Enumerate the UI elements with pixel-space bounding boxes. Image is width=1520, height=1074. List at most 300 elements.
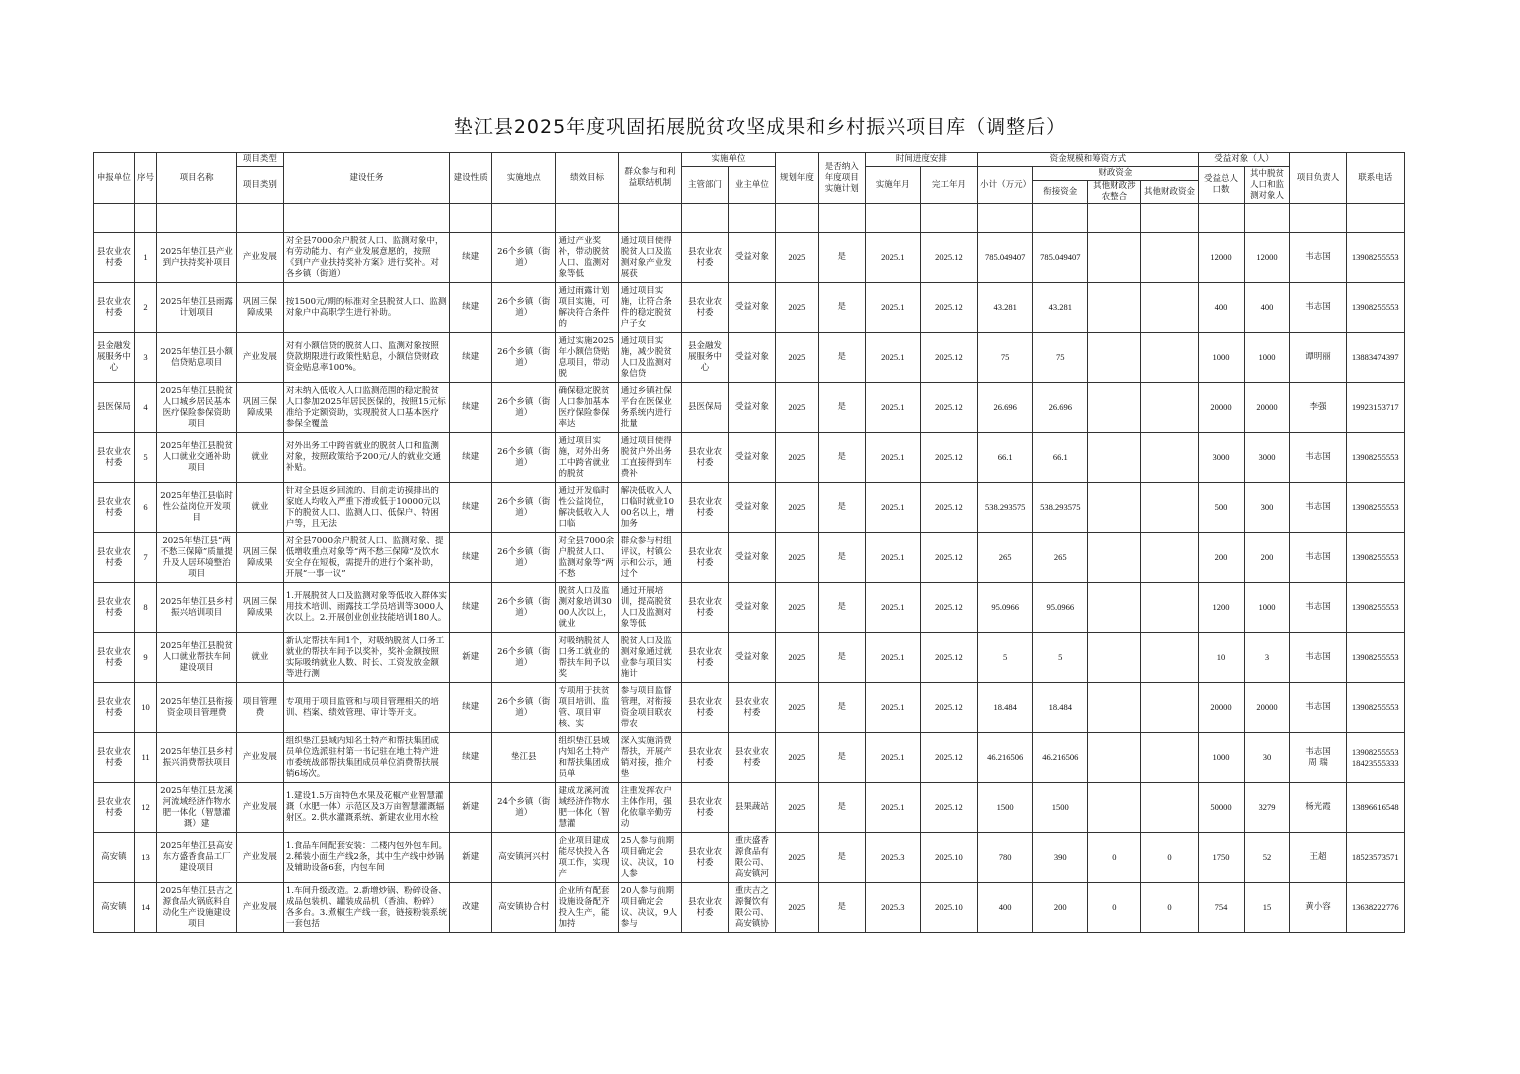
cell-name-text: 2025年垫江县产业到户扶持奖补项目 — [160, 246, 233, 268]
cell-poor-pop — [1244, 883, 1290, 933]
cell-poor-pop-text: 1000 — [1258, 602, 1276, 612]
cell-mechanism-text: 25人参与前期项目确定会议、决议，10人参 — [620, 835, 675, 879]
header-task: 建设任务 — [283, 153, 449, 204]
cell-leader-text: 韦志国 — [1305, 602, 1331, 612]
cell-task-text: 对全县7000余户脱贫人口、监测对象、提低增收重点对象等“两不愁三保障”及饮水安全存在短板，需提升的进行个案补助，开展“一事一议” — [285, 535, 444, 579]
cell-type — [236, 433, 283, 483]
blank-row — [94, 204, 1405, 233]
cell-included — [818, 333, 865, 383]
cell-start — [865, 433, 920, 483]
cell-seq — [134, 233, 156, 283]
cell-phone-text: 13883474397 — [1351, 352, 1399, 362]
cell-mechanism — [618, 783, 681, 833]
cell-task-text: 对未纳入低收入人口监测范围的稳定脱贫人口参加2025年居民医保的，按照15元标准给予定额资助，实现脱贫人口基本医疗参保全覆盖 — [285, 385, 446, 429]
cell-nature-text: 续建 — [462, 602, 480, 612]
cell-year-text: 2025 — [788, 852, 806, 862]
cell-phone-text: 13638222776 — [1351, 902, 1399, 912]
cell-start — [865, 233, 920, 283]
cell-poor-pop-text: 15 — [1262, 902, 1272, 912]
cell-type — [236, 733, 283, 783]
cell-type — [236, 583, 283, 633]
cell-location-text: 高安镇协合村 — [498, 902, 550, 912]
header-type: 项目类别 — [236, 167, 283, 204]
cell-goal — [556, 633, 618, 683]
cell-task-text: 1.车间升级改造。2.新增炒锅、粉碎设备、成品包装机、罐装成品机（香油、粉碎）各多台。3.煮椒生产线一套，链接粉装系统一套包括 — [285, 885, 447, 929]
cell-type-text: 就业 — [251, 502, 269, 512]
cell-included — [818, 283, 865, 333]
cell-included — [818, 383, 865, 433]
cell-mechanism-text: 通过开展培训，提高脱贫人口及监测对象等低 — [620, 585, 672, 629]
cell-start-text: 2025.1 — [881, 352, 905, 362]
header-fiscal-group: 财政资金 — [1033, 167, 1198, 181]
cell-goal — [556, 733, 618, 783]
header-owner: 业主单位 — [728, 167, 775, 204]
cell-year-text: 2025 — [788, 502, 806, 512]
cell-dept-text: 县农业农村委 — [687, 246, 722, 268]
cell-end-text: 2025.12 — [935, 352, 963, 362]
cell-total-pop-text: 20000 — [1210, 702, 1232, 712]
cell-phone-text: 19923153717 — [1351, 402, 1399, 412]
cell-other-integrated-text: 0 — [1112, 902, 1117, 912]
cell-type-text: 巩固三保障成果 — [242, 596, 277, 618]
cell-year — [775, 283, 818, 333]
cell-name-text: 2025年垫江县乡村振兴培训项目 — [160, 596, 233, 618]
cell-other-integrated — [1088, 683, 1141, 733]
cell-nature-text: 续建 — [462, 252, 480, 262]
header-goal: 绩效目标 — [556, 153, 618, 204]
cell-seq-text: 9 — [143, 652, 148, 662]
cell-location-text: 26个乡镇（街道） — [497, 696, 551, 718]
cell-name — [157, 233, 237, 283]
cell-owner — [728, 683, 775, 733]
cell-link-fund — [1033, 783, 1088, 833]
cell-phone-text: 13908255553 — [1351, 252, 1399, 262]
cell-other-fiscal-text: 0 — [1167, 852, 1172, 862]
cell-year-text: 2025 — [788, 302, 806, 312]
cell-dept — [682, 433, 729, 483]
cell-name-text: 2025年垫江县龙溪河流域经济作物水肥一体化（智慧灌溉）建 — [160, 785, 233, 829]
cell-task-text: 对外出务工中跨省就业的脱贫人口和监测对象，按照政策给予200元/人的就业交通补贴。 — [285, 441, 441, 473]
cell-included-text: 是 — [837, 802, 847, 812]
cell-task — [283, 683, 449, 733]
cell-subtotal-text: 75 — [1000, 352, 1010, 362]
cell-other-fiscal — [1141, 233, 1198, 283]
header-name: 项目名称 — [157, 153, 237, 204]
cell-mechanism — [618, 233, 681, 283]
cell-leader — [1290, 833, 1346, 883]
cell-other-integrated — [1088, 333, 1141, 383]
cell-nature — [450, 733, 492, 783]
cell-link-fund-text: 265 — [1053, 552, 1067, 562]
cell-task — [283, 533, 449, 583]
cell-included — [818, 833, 865, 883]
cell-end — [920, 533, 977, 583]
cell-start-text: 2025.1 — [881, 502, 905, 512]
cell-task-text: 专项用于项目监管和与项目管理相关的培训、档案、绩效管理、审计等开支。 — [285, 696, 439, 718]
cell-mechanism-text: 通过项目实施，减少脱贫人口及监测对象信贷 — [620, 335, 672, 379]
cell-mechanism-text: 20人参与前期项目确定会议、决议，9人参与 — [620, 885, 678, 929]
header-dept: 主管部门 — [682, 167, 729, 204]
cell-unit-text: 县农业农村委 — [96, 496, 131, 518]
cell-seq-text: 1 — [143, 252, 148, 262]
cell-type — [236, 633, 283, 683]
cell-goal-text: 建成龙溪河流域经济作物水肥一体化（智慧灌 — [558, 785, 610, 829]
cell-type — [236, 883, 283, 933]
cell-leader-text: 韦志国 — [1305, 252, 1331, 262]
cell-year-text: 2025 — [788, 402, 806, 412]
cell-owner-text: 受益对象 — [734, 402, 769, 412]
cell-owner — [728, 283, 775, 333]
cell-task-text: 组织垫江县域内知名土特产和帮扶集团成员单位选派驻村第一书记驻在地土特产进市委统战部帮扶集团成员单位消费帮扶展销6场次。 — [285, 735, 439, 779]
cell-unit — [94, 833, 135, 883]
cell-name — [157, 333, 237, 383]
cell-link-fund — [1033, 683, 1088, 733]
cell-nature — [450, 383, 492, 433]
cell-location-text: 26个乡镇（街道） — [497, 296, 551, 318]
cell-subtotal-text: 18.484 — [993, 702, 1017, 712]
cell-owner — [728, 233, 775, 283]
cell-included-text: 是 — [837, 352, 847, 362]
cell-unit-text: 县农业农村委 — [96, 546, 131, 568]
cell-owner — [728, 533, 775, 583]
cell-other-integrated — [1088, 583, 1141, 633]
table-row — [94, 483, 1405, 533]
cell-unit — [94, 683, 135, 733]
cell-dept-text: 县农业农村委 — [687, 796, 722, 818]
cell-subtotal — [978, 233, 1033, 283]
cell-task — [283, 733, 449, 783]
cell-dept — [682, 783, 729, 833]
table-row — [94, 783, 1405, 833]
table-row — [94, 333, 1405, 383]
cell-phone-text: 13908255553 — [1351, 502, 1399, 512]
cell-end — [920, 433, 977, 483]
cell-poor-pop-text: 3 — [1264, 652, 1270, 662]
cell-start-text: 2025.1 — [881, 652, 905, 662]
cell-included-text: 是 — [837, 752, 847, 762]
cell-goal — [556, 833, 618, 883]
cell-start — [865, 533, 920, 583]
cell-unit — [94, 783, 135, 833]
cell-seq — [134, 583, 156, 633]
cell-owner-text: 重庆吉之源餐饮有限公司、高安镇协 — [734, 885, 769, 929]
cell-dept-text: 县农业农村委 — [687, 696, 722, 718]
cell-start-text: 2025.1 — [881, 452, 905, 462]
table-row — [94, 733, 1405, 783]
cell-poor-pop-text: 3279 — [1258, 802, 1276, 812]
cell-phone — [1346, 333, 1404, 383]
cell-mechanism — [618, 633, 681, 683]
cell-total-pop-text: 400 — [1214, 302, 1228, 312]
cell-included-text: 是 — [837, 302, 847, 312]
cell-unit-text: 县农业农村委 — [96, 246, 131, 268]
cell-seq-text: 2 — [143, 302, 148, 312]
cell-poor-pop — [1244, 433, 1290, 483]
cell-phone — [1346, 783, 1404, 833]
cell-seq-text: 7 — [143, 552, 148, 562]
cell-phone — [1346, 283, 1404, 333]
cell-leader-text: 黄小容 — [1305, 902, 1331, 912]
cell-year — [775, 433, 818, 483]
cell-start-text: 2025.3 — [881, 852, 905, 862]
cell-owner — [728, 883, 775, 933]
header-mechanism: 群众参与和利益联结机制 — [618, 153, 681, 204]
cell-location-text: 26个乡镇（街道） — [497, 346, 551, 368]
cell-phone — [1346, 633, 1404, 683]
cell-subtotal-text: 785.049407 — [984, 252, 1026, 262]
cell-owner — [728, 583, 775, 633]
cell-owner — [728, 433, 775, 483]
cell-leader — [1290, 483, 1346, 533]
cell-total-pop — [1198, 683, 1244, 733]
cell-nature — [450, 233, 492, 283]
cell-start-text: 2025.1 — [881, 702, 905, 712]
cell-end-text: 2025.12 — [935, 402, 963, 412]
cell-included — [818, 233, 865, 283]
cell-other-integrated — [1088, 383, 1141, 433]
cell-mechanism-text: 通过项目使得脱贫人口及监测对象产业发展获 — [620, 235, 672, 279]
cell-other-fiscal — [1141, 683, 1198, 733]
cell-unit-text: 县农业农村委 — [96, 696, 131, 718]
cell-unit — [94, 533, 135, 583]
cell-poor-pop — [1244, 733, 1290, 783]
cell-goal — [556, 683, 618, 733]
cell-dept — [682, 383, 729, 433]
cell-year — [775, 633, 818, 683]
cell-mechanism-text: 深入实施消费帮扶，开展产销对接，推介垫 — [620, 735, 672, 779]
cell-owner-text: 受益对象 — [734, 352, 769, 362]
cell-total-pop — [1198, 833, 1244, 883]
cell-unit-text: 县农业农村委 — [96, 646, 131, 668]
header-phone: 联系电话 — [1346, 153, 1404, 204]
cell-nature-text: 续建 — [462, 752, 480, 762]
cell-mechanism-text: 通过项目实施，让符合条件的稳定脱贫户子女 — [620, 285, 672, 329]
cell-subtotal-text: 1500 — [996, 802, 1014, 812]
cell-included — [818, 483, 865, 533]
table-row — [94, 883, 1405, 933]
cell-year-text: 2025 — [788, 452, 806, 462]
cell-total-pop-text: 20000 — [1210, 402, 1232, 412]
cell-start-text: 2025.1 — [881, 602, 905, 612]
cell-year-text: 2025 — [788, 602, 806, 612]
cell-link-fund — [1033, 833, 1088, 883]
cell-nature-text: 续建 — [462, 502, 480, 512]
cell-name-text: 2025年垫江县雨露计划项目 — [160, 296, 233, 318]
cell-link-fund — [1033, 283, 1088, 333]
cell-poor-pop-text: 20000 — [1256, 702, 1278, 712]
cell-year-text: 2025 — [788, 902, 806, 912]
cell-task-text: 对有小额信贷的脱贫人口、监测对象按照贷款期限进行政策性贴息，小额信贷财政资金贴息率100%。 — [285, 341, 439, 373]
cell-poor-pop-text: 3000 — [1258, 452, 1276, 462]
cell-poor-pop-text: 300 — [1260, 502, 1274, 512]
header-other-fiscal: 其他财政资金 — [1141, 181, 1198, 204]
cell-leader-text: 谭明丽 — [1305, 352, 1331, 362]
cell-mechanism — [618, 333, 681, 383]
cell-link-fund-text: 200 — [1053, 902, 1067, 912]
cell-type-text: 产业发展 — [242, 252, 277, 262]
cell-seq — [134, 433, 156, 483]
cell-nature — [450, 283, 492, 333]
cell-name — [157, 783, 237, 833]
cell-poor-pop — [1244, 483, 1290, 533]
cell-total-pop — [1198, 633, 1244, 683]
cell-start — [865, 633, 920, 683]
cell-location — [492, 883, 556, 933]
cell-nature — [450, 833, 492, 883]
cell-mechanism — [618, 883, 681, 933]
cell-name — [157, 883, 237, 933]
header-start: 实施年月 — [865, 167, 920, 204]
cell-end — [920, 833, 977, 883]
cell-other-fiscal — [1141, 583, 1198, 633]
cell-name-text: 2025年垫江县衔接资金项目管理费 — [160, 696, 233, 718]
cell-type — [236, 533, 283, 583]
cell-location — [492, 233, 556, 283]
cell-link-fund-text: 18.484 — [1048, 702, 1072, 712]
cell-nature-text: 续建 — [462, 402, 480, 412]
cell-mechanism — [618, 833, 681, 883]
cell-included — [818, 733, 865, 783]
cell-nature — [450, 583, 492, 633]
cell-year-text: 2025 — [788, 702, 806, 712]
cell-seq — [134, 683, 156, 733]
cell-nature — [450, 483, 492, 533]
cell-dept — [682, 883, 729, 933]
cell-link-fund — [1033, 583, 1088, 633]
cell-other-integrated — [1088, 883, 1141, 933]
cell-link-fund-text: 538.293575 — [1040, 502, 1081, 512]
cell-seq-text: 13 — [141, 852, 150, 862]
cell-other-fiscal — [1141, 883, 1198, 933]
cell-nature-text: 续建 — [462, 702, 480, 712]
cell-total-pop-text: 500 — [1214, 502, 1228, 512]
cell-goal-text: 通过产业奖补，带动脱贫人口、监测对象等低 — [558, 235, 610, 279]
cell-poor-pop-text: 30 — [1262, 752, 1272, 762]
cell-leader-text: 韦志国 — [1305, 552, 1331, 562]
cell-type-text: 就业 — [251, 652, 269, 662]
cell-start-text: 2025.1 — [881, 302, 905, 312]
cell-start — [865, 833, 920, 883]
cell-name — [157, 583, 237, 633]
cell-link-fund — [1033, 233, 1088, 283]
cell-dept-text: 县农业农村委 — [687, 446, 722, 468]
cell-included — [818, 783, 865, 833]
cell-year-text: 2025 — [788, 752, 806, 762]
cell-included-text: 是 — [837, 852, 847, 862]
cell-subtotal-text: 538.293575 — [984, 502, 1026, 512]
cell-end — [920, 483, 977, 533]
cell-end-text: 2025.12 — [935, 452, 963, 462]
cell-subtotal — [978, 783, 1033, 833]
cell-year-text: 2025 — [788, 802, 806, 812]
header-leader: 项目负责人 — [1290, 153, 1346, 204]
cell-subtotal — [978, 683, 1033, 733]
cell-seq — [134, 833, 156, 883]
cell-included-text: 是 — [837, 452, 847, 462]
cell-location-text: 24个乡镇（街道） — [497, 796, 551, 818]
cell-mechanism-text: 注重发挥农户主体作用，强化依靠辛勤劳动 — [620, 785, 672, 829]
cell-poor-pop — [1244, 233, 1290, 283]
cell-goal-text: 通过项目实施，对外出务工中跨省就业的脱贫 — [558, 435, 610, 479]
cell-goal-text: 企业所有配套设施设备配齐投入生产，能加持 — [558, 885, 610, 929]
header-time-group: 时间进度安排 — [865, 153, 977, 167]
cell-task — [283, 433, 449, 483]
cell-included-text: 是 — [837, 402, 847, 412]
cell-included-text: 是 — [837, 902, 847, 912]
cell-task-text: 1.开展脱贫人口及监测对象等低收入群体实用技术培训、雨露技工学员培训等3000人次以上。2.开展创业创业技能培训180人。 — [285, 591, 447, 623]
cell-dept — [682, 483, 729, 533]
cell-name-text: 2025年垫江县小额信贷贴息项目 — [160, 346, 233, 368]
cell-type — [236, 683, 283, 733]
cell-owner — [728, 333, 775, 383]
cell-start — [865, 383, 920, 433]
cell-leader — [1290, 883, 1346, 933]
header-poor-pop: 其中脱贫人口和监测对象人 — [1244, 167, 1290, 204]
header-end: 完工年月 — [920, 167, 977, 204]
cell-location — [492, 433, 556, 483]
cell-goal — [556, 883, 618, 933]
header-year: 规划年度 — [775, 153, 818, 204]
header-benefit-group: 受益对象（人） — [1198, 153, 1290, 167]
cell-total-pop — [1198, 433, 1244, 483]
table-row — [94, 683, 1405, 733]
cell-other-integrated — [1088, 533, 1141, 583]
header-fund-group: 资金规模和筹资方式 — [978, 153, 1199, 167]
cell-unit — [94, 333, 135, 383]
cell-end-text: 2025.12 — [935, 502, 963, 512]
cell-link-fund-text: 1500 — [1051, 802, 1069, 812]
cell-year — [775, 533, 818, 583]
cell-owner — [728, 483, 775, 533]
cell-poor-pop — [1244, 583, 1290, 633]
cell-task — [283, 783, 449, 833]
cell-seq-text: 3 — [143, 352, 148, 362]
cell-end-text: 2025.12 — [935, 252, 963, 262]
cell-end — [920, 733, 977, 783]
cell-seq — [134, 483, 156, 533]
cell-leader — [1290, 433, 1346, 483]
cell-nature — [450, 683, 492, 733]
cell-other-integrated — [1088, 483, 1141, 533]
cell-year — [775, 233, 818, 283]
cell-location — [492, 633, 556, 683]
cell-start — [865, 683, 920, 733]
cell-dept — [682, 233, 729, 283]
header-other-integrated: 其他财政涉农整合 — [1088, 181, 1141, 204]
cell-dept-text: 县农业农村委 — [687, 846, 722, 868]
cell-link-fund — [1033, 333, 1088, 383]
cell-phone — [1346, 383, 1404, 433]
cell-nature-text: 改建 — [462, 902, 480, 912]
cell-included — [818, 533, 865, 583]
cell-mechanism-text: 通过项目使得脱贫户外出务工直接得到车费补 — [620, 435, 672, 479]
cell-task-text: 1.建设1.5万亩特色水果及花椒产业智慧灌溉（水肥一体）示范区及3万亩智慧灌溉辐射区。2.供水灌溉系统、新建农业用水检 — [285, 791, 445, 823]
cell-mechanism-text: 解决低收入人口临时就业1000名以上，增加务 — [620, 485, 675, 529]
cell-seq — [134, 333, 156, 383]
cell-dept — [682, 283, 729, 333]
cell-start-text: 2025.3 — [881, 902, 905, 912]
cell-location — [492, 583, 556, 633]
cell-poor-pop — [1244, 533, 1290, 583]
cell-dept — [682, 583, 729, 633]
cell-other-integrated — [1088, 833, 1141, 883]
cell-task — [283, 633, 449, 683]
cell-leader — [1290, 383, 1346, 433]
cell-unit — [94, 883, 135, 933]
cell-dept-text: 县农业农村委 — [687, 646, 722, 668]
header-seq: 序号 — [134, 153, 156, 204]
cell-phone — [1346, 833, 1404, 883]
